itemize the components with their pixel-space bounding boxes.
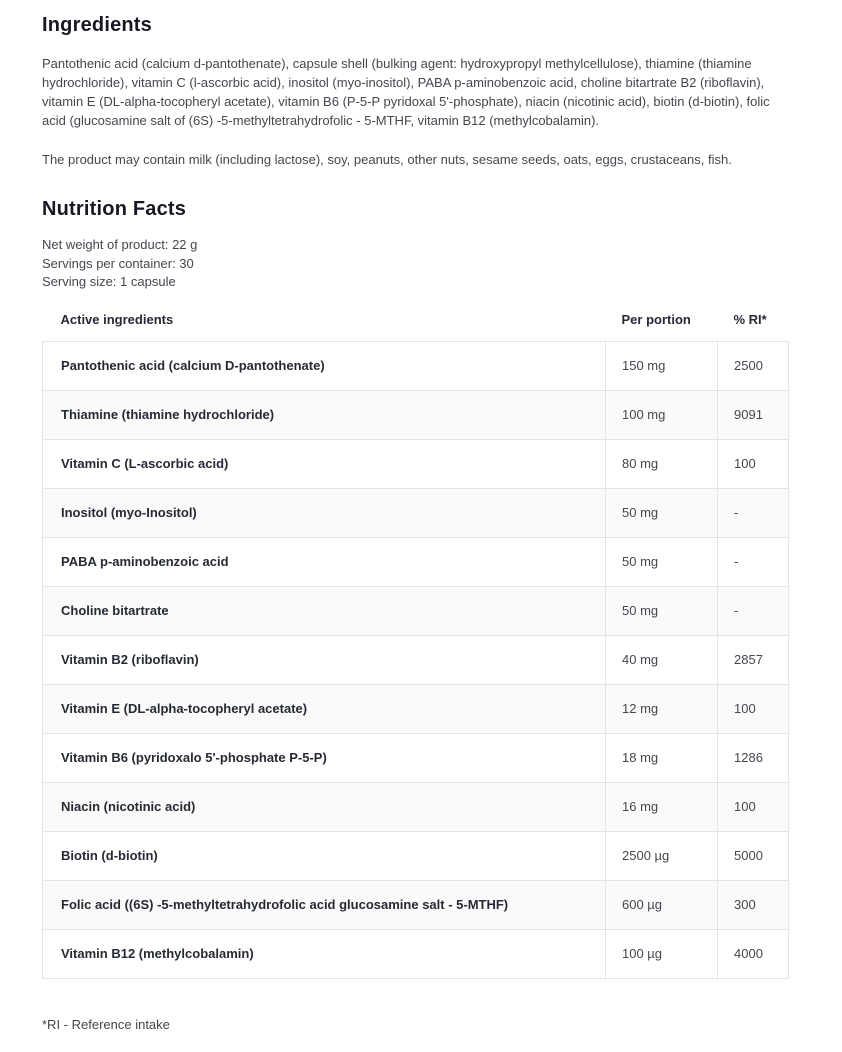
nutrition-table-row [43, 439, 789, 488]
net-weight-text: Net weight of product: 22 g [42, 237, 198, 252]
per-portion-value-cell: 50 mg [606, 488, 718, 537]
ri-percent-value-cell: 5000 [718, 831, 789, 880]
column-header-per-portion: Per portion [606, 312, 718, 342]
nutrition-table-row [43, 537, 789, 586]
per-portion-value-cell: 50 mg [606, 537, 718, 586]
per-portion-value-cell: 40 mg [606, 635, 718, 684]
nutrition-table-row [43, 488, 789, 537]
nutrition-table-row [43, 635, 789, 684]
ri-percent-value-cell: - [718, 488, 789, 537]
nutrition-table-row [43, 880, 789, 929]
ingredient-name-cell: Folic acid ((6S) -5-methyltetrahydrofolic acid glucosamine salt - 5-MTHF) [43, 880, 606, 929]
ri-percent-value-cell: 100 [718, 782, 789, 831]
nutrition-table-body [43, 341, 789, 978]
nutrition-table-header-row [43, 312, 789, 342]
ri-percent-value-cell: 100 [718, 439, 789, 488]
ingredient-name-cell: Vitamin B2 (riboflavin) [43, 635, 606, 684]
ingredient-name-cell: Niacin (nicotinic acid) [43, 782, 606, 831]
ri-percent-value-cell: - [718, 537, 789, 586]
serving-size-text: Serving size: 1 capsule [42, 274, 176, 289]
ingredient-name-cell: PABA p-aminobenzoic acid [43, 537, 606, 586]
per-portion-value-cell: 100 mg [606, 390, 718, 439]
nutrition-table-row [43, 831, 789, 880]
nutrition-table-row [43, 586, 789, 635]
allergen-note: The product may contain milk (including lactose), soy, peanuts, other nuts, sesame seeds, oats, eggs, crustaceans, fish. [42, 152, 732, 167]
per-portion-value-cell: 12 mg [606, 684, 718, 733]
ingredient-name-cell: Biotin (d-biotin) [43, 831, 606, 880]
servings-per-container-text: Servings per container: 30 [42, 255, 194, 271]
ri-percent-value-cell: 2500 [718, 341, 789, 390]
nutrition-facts-section [42, 198, 800, 1032]
ingredient-name-cell: Choline bitartrate [43, 586, 606, 635]
ingredient-name-cell: Vitamin E (DL-alpha-tocopheryl acetate) [43, 684, 606, 733]
nutrition-table-row [43, 341, 789, 390]
nutrition-table-row [43, 929, 789, 978]
ri-percent-value-cell: 2857 [718, 635, 789, 684]
ri-percent-value-cell: - [718, 586, 789, 635]
per-portion-value-cell: 50 mg [606, 586, 718, 635]
column-header-active-ingredients: Active ingredients [43, 312, 606, 342]
ingredient-name-cell: Pantothenic acid (calcium D-pantothenate) [43, 341, 606, 390]
ingredients-list-text: Pantothenic acid (calcium d-pantothenate), capsule shell (bulking agent: hydroxypropyl methylcellulose), thiamine (thiamine hydrochloride), vitamin C (l-ascorbic acid), inositol (myo-inositol), PABA p-aminobenzoic acid, choline bitartrate B2 (riboflavin), vitamin E (DL-alpha-tocopheryl acetate), vitamin B6 (P-5-P pyridoxal 5'-phosphate), niacin (nicotinic acid), biotin (d-biotin), folic acid (glucosamine salt of (6S) -5-methyltetrahydrofolic - 5-MTHF, vitamin B12 (methylcobalamin). [42, 56, 770, 128]
per-portion-value-cell: 2500 µg [606, 831, 718, 880]
column-header-ri-percent: % RI* [718, 312, 789, 342]
ri-footnote: *RI - Reference intake [42, 1016, 170, 1032]
per-portion-value-cell: 18 mg [606, 733, 718, 782]
per-portion-value-cell: 150 mg [606, 341, 718, 390]
ingredient-name-cell: Vitamin C (L-ascorbic acid) [43, 439, 606, 488]
per-portion-value-cell: 100 µg [606, 929, 718, 978]
ingredients-section [42, 14, 800, 169]
ingredient-name-cell: Vitamin B12 (methylcobalamin) [43, 929, 606, 978]
ingredients-heading: Ingredients [42, 14, 152, 36]
ri-percent-value-cell: 300 [718, 880, 789, 929]
ri-percent-value-cell: 4000 [718, 929, 789, 978]
nutrition-table [42, 312, 789, 979]
ingredient-name-cell: Thiamine (thiamine hydrochloride) [43, 390, 606, 439]
ingredient-name-cell: Inositol (myo-Inositol) [43, 488, 606, 537]
ri-percent-value-cell: 1286 [718, 733, 789, 782]
nutrition-table-row [43, 390, 789, 439]
ri-percent-value-cell: 9091 [718, 390, 789, 439]
serving-info [42, 236, 800, 292]
nutrition-facts-heading: Nutrition Facts [42, 198, 187, 220]
per-portion-value-cell: 600 µg [606, 880, 718, 929]
ingredient-name-cell: Vitamin B6 (pyridoxalo 5'-phosphate P-5-P) [43, 733, 606, 782]
nutrition-table-row [43, 782, 789, 831]
nutrition-table-row [43, 684, 789, 733]
per-portion-value-cell: 80 mg [606, 439, 718, 488]
per-portion-value-cell: 16 mg [606, 782, 718, 831]
ri-percent-value-cell: 100 [718, 684, 789, 733]
nutrition-table-row [43, 733, 789, 782]
